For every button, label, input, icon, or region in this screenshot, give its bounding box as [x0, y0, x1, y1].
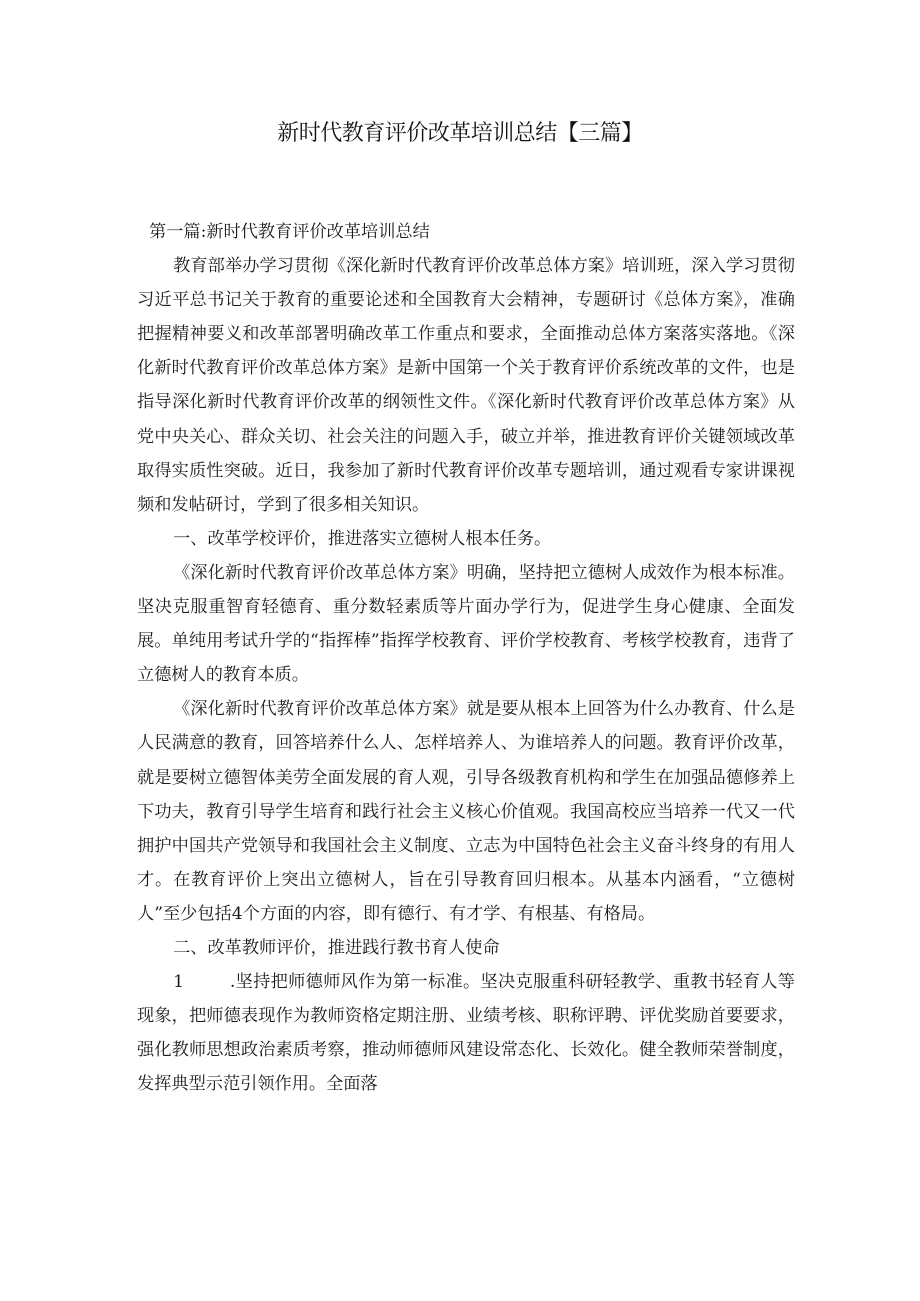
item-number: 1	[173, 972, 185, 993]
paragraph-fundamental-question: 《深化新时代教育评价改革总体方案》就是要从根本上回答为什么办教育、什么是人民满意的教育，回答培养什么人、怎样培养人、为谁培养人的问题。教育评价改革，就是要树立德智体美劳全面发展的育人观，引导各级教育机构和学生在加强品德修养上下功夫，教育引导学生培育和践行社会主义核心价值观。我国高校应当培养一代又一代拥护中国共产党领导和我国社会主义制度、立志为中国特色社会主义奋斗终身的有用人才。在教育评价上突出立德树人，旨在引导教育回归根本。从基本内涵看，“立德树人”至少包括4个方面的内容，即有德行、有才学、有根基、有格局。	[137, 699, 795, 924]
paragraph-intro: 教育部举办学习贯彻《深化新时代教育评价改革总体方案》培训班，深入学习贯彻习近平总书记关于教育的重要论述和全国教育大会精神，专题研讨《总体方案》，准确把握精神要义和改革部署明确改革工作重点和要求，全面推动总体方案落实落地。《深化新时代教育评价改革总体方案》是新中国第一个关于教育评价系统改革的文件，也是指导深化新时代教育评价改革的纲领性文件。《深化新时代教育评价改革总体方案》从党中央关心、群众关切、社会关注的问题入手，破立并举，推进教育评价关键领域改革取得实质性突破。近日，我参加了新时代教育评价改革专题培训，通过观看专家讲课视频和发帖研讨，学到了很多相关知识。	[137, 256, 795, 515]
subheading-school-evaluation: 一、改革学校评价，推进落实立德树人根本任务。	[173, 528, 552, 549]
document-body	[137, 215, 795, 1101]
item-text: .坚持把师德师风作为第一标准。坚决克服重科研轻教学、重教书轻育人等现象，把师德表现作为教师资格定期注册、业绩考核、职称评聘、评优奖励首要要求，强化教师思想政治素质考察，推动师德师风建设常态化、长效化。健全教师荣誉制度，发挥典型示范引领作用。全面落	[137, 972, 795, 1095]
document-title: 新时代教育评价改革培训总结【三篇】	[277, 121, 643, 146]
numbered-paragraph	[137, 965, 795, 1101]
paragraph-school-evaluation: 《深化新时代教育评价改革总体方案》明确，坚持把立德树人成效作为根本标准。坚决克服重智育轻德育、重分数轻素质等片面办学行为，促进学生身心健康、全面发展。单纯用考试升学的“指挥棒”指挥学校教育、评价学校教育、考核学校教育，违背了立德树人的教育本质。	[137, 562, 795, 686]
subheading-teacher-evaluation: 二、改革教师评价，推进践行教书育人使命	[173, 937, 500, 958]
section-heading: 第一篇:新时代教育评价改革培训总结	[149, 222, 430, 242]
